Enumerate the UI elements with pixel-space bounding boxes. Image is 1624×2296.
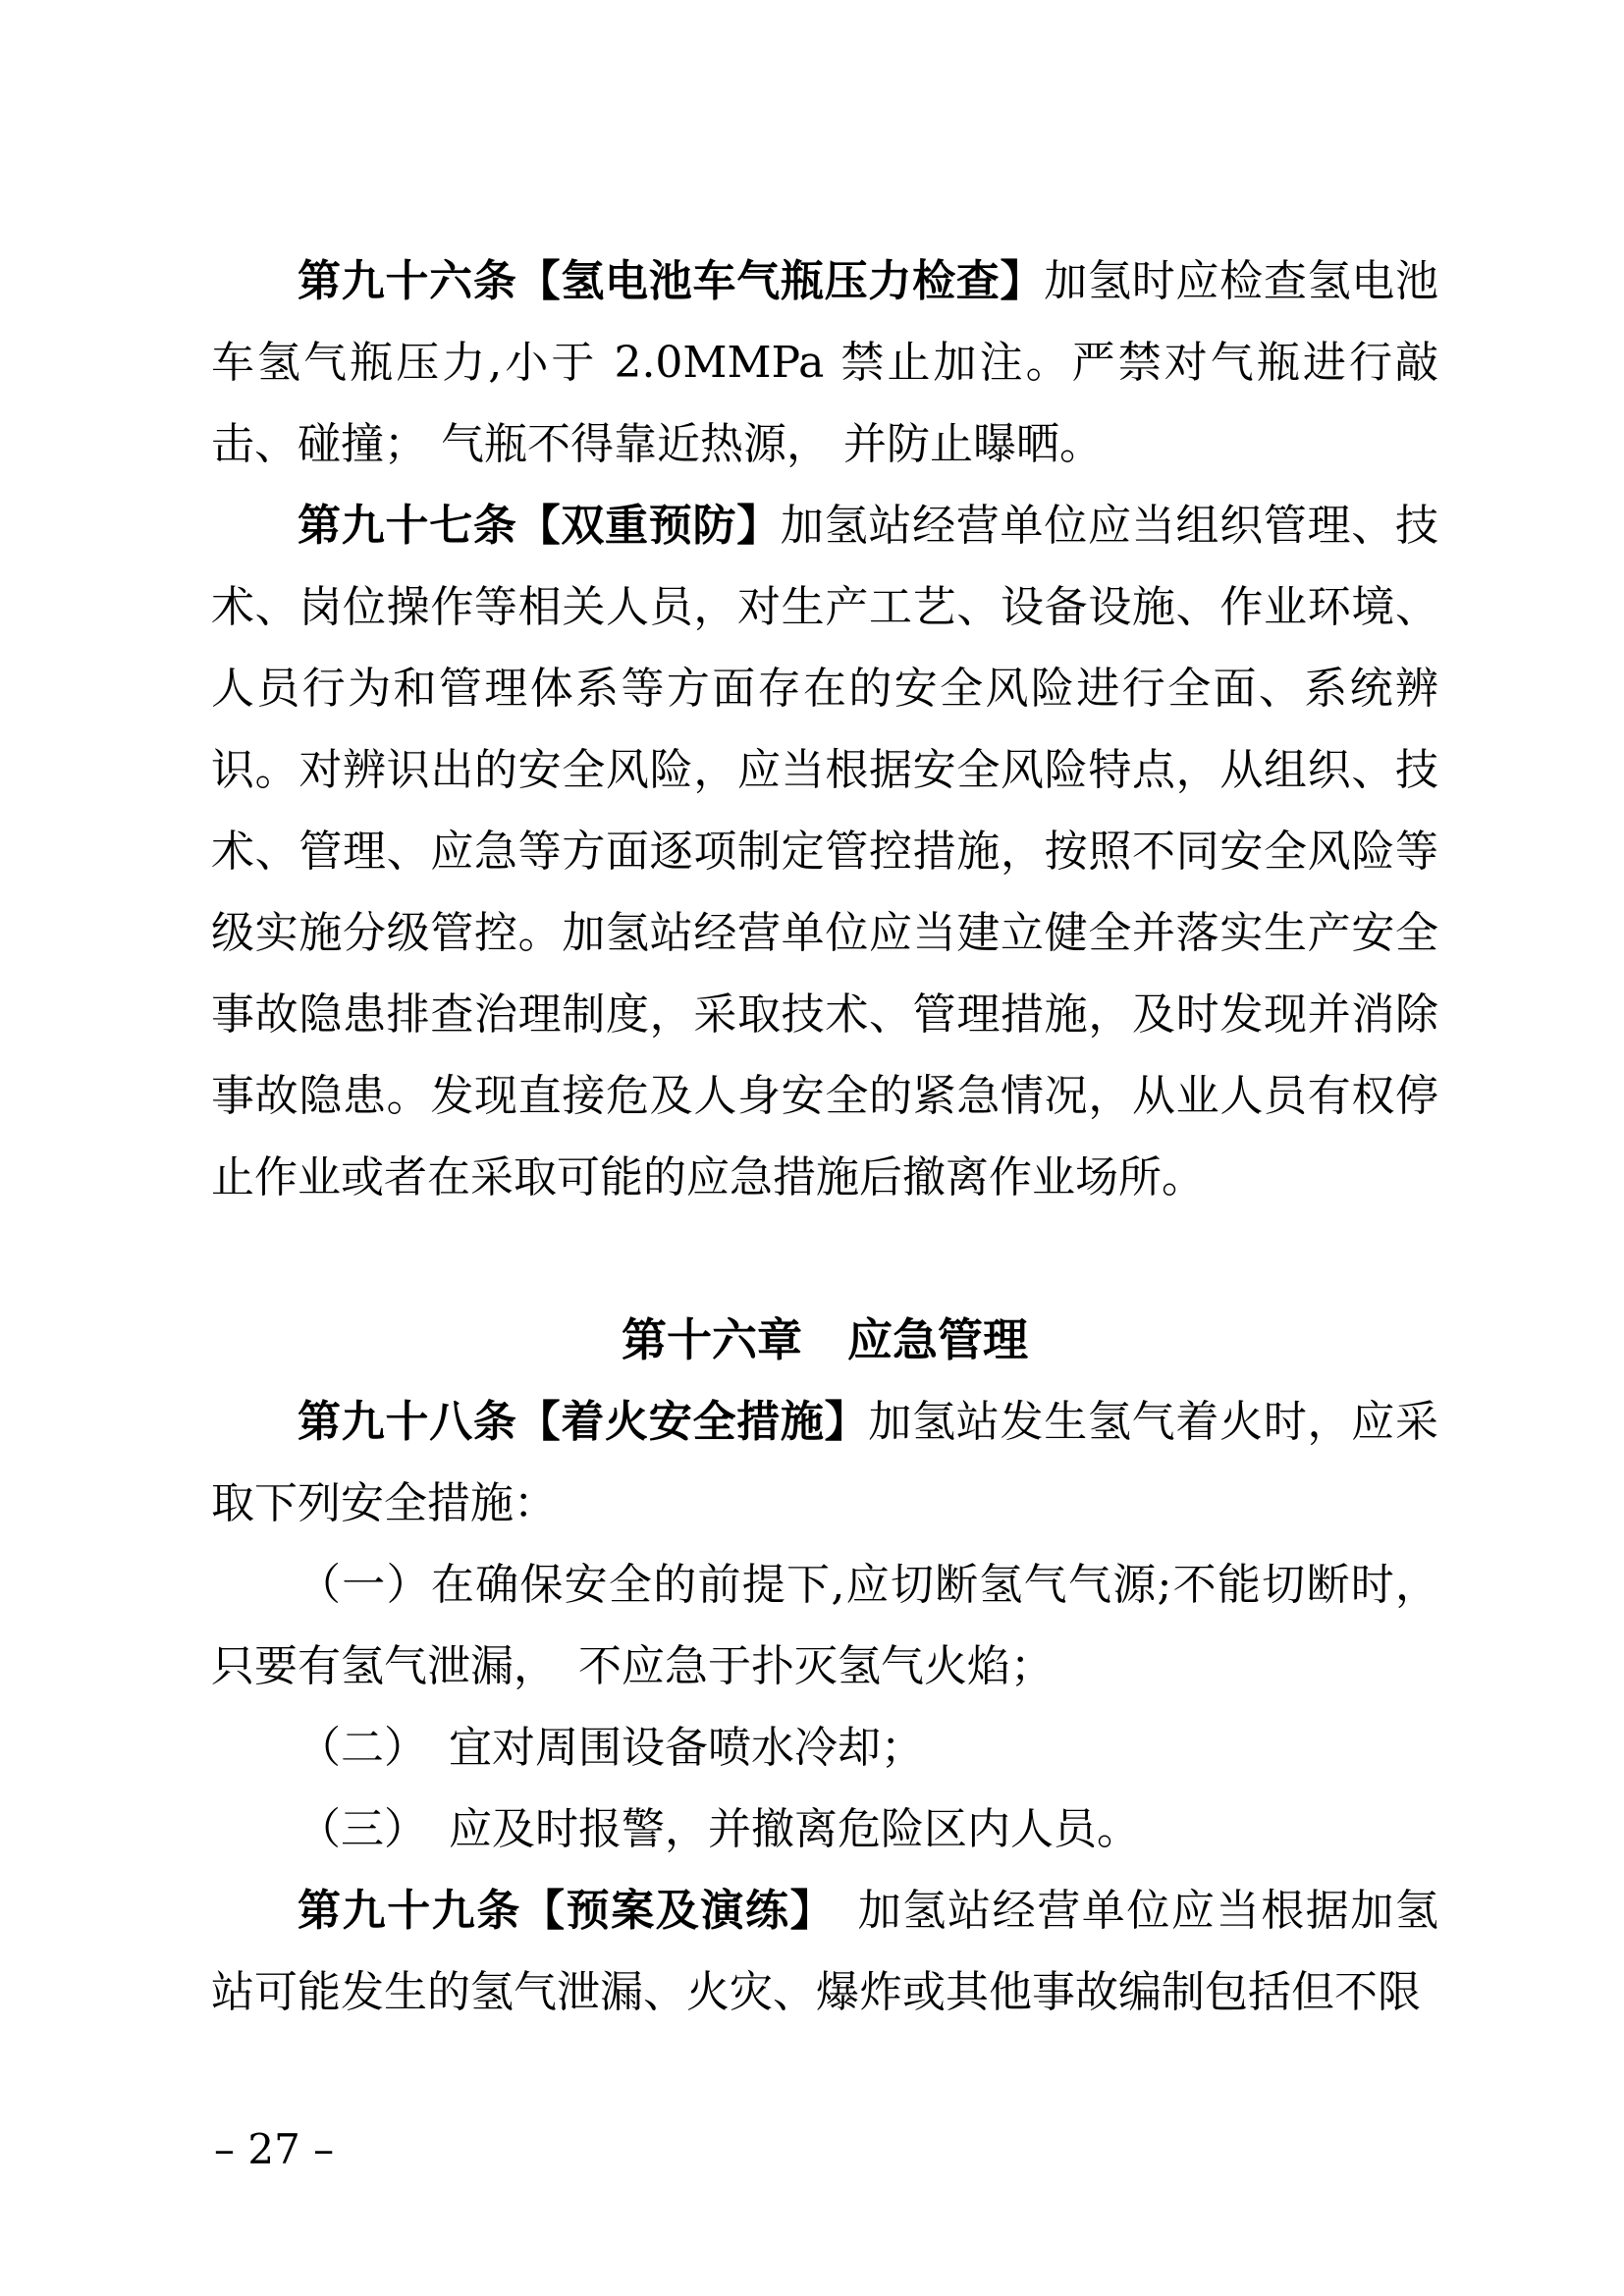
article-96-heading: 第九十六条【氢电池车气瓶压力检查】: [298, 256, 1045, 306]
article-98-body: 加氢站发生氢气着火时，应采取下列安全措施：: [211, 1397, 1438, 1528]
page-number: – 27 –: [214, 2125, 335, 2173]
article-96-body: 加氢时应检查氢电池车氢气瓶压力,小于 2.0MMPa 禁止加注。严禁对气瓶进行敲击、碰撞； 气瓶不得靠近热源， 并防止曝晒。: [211, 256, 1439, 469]
article-98-paragraph: [211, 1381, 1438, 1544]
article-99-heading: 第九十九条【预案及演练】: [298, 1886, 814, 1936]
chapter-16-heading: 第十六章 应急管理: [622, 1313, 1028, 1366]
fire-measure-item-3: （三） 应及时报警，并撤离危险区内人员。: [298, 1804, 1140, 1854]
fire-measure-item-2: （二） 宜对周围设备喷水冷却；: [298, 1723, 924, 1773]
article-96-paragraph: [211, 240, 1438, 485]
article-97-paragraph: [211, 485, 1438, 1218]
article-98-heading: 第九十八条【着火安全措施】: [298, 1397, 869, 1447]
fire-measure-item-1: （一）在确保安全的前提下,应切断氢气气源;不能切断时，只要有氢气泄漏， 不应急于扑灭氢气火焰；: [211, 1560, 1438, 1691]
article-99-paragraph: [211, 1870, 1438, 2033]
article-97-body: 加氢站经营单位应当组织管理、技术、岗位操作等相关人员，对生产工艺、设备设施、作业环境、人员行为和管理体系等方面存在的安全风险进行全面、系统辨识。对辨识出的安全风险，应当根据安全风险特点，从组织、技术、管理、应急等方面逐项制定管控措施，按照不同安全风险等级实施分级管控。加氢站经营单位应当建立健全并落实生产安全事故隐患排查治理制度，采取技术、管理措施，及时发现并消除事故隐患。发现直接危及人身安全的紧急情况，从业人员有权停止作业或者在采取可能的应急措施后撤离作业场所。: [211, 501, 1439, 1202]
article-99-body: 加氢站经营单位应当根据加氢站可能发生的氢气泄漏、火灾、爆炸或其他事故编制包括但不限: [211, 1886, 1439, 2017]
article-97-heading: 第九十七条【双重预防】: [298, 501, 781, 551]
page-content: [211, 240, 1438, 2033]
